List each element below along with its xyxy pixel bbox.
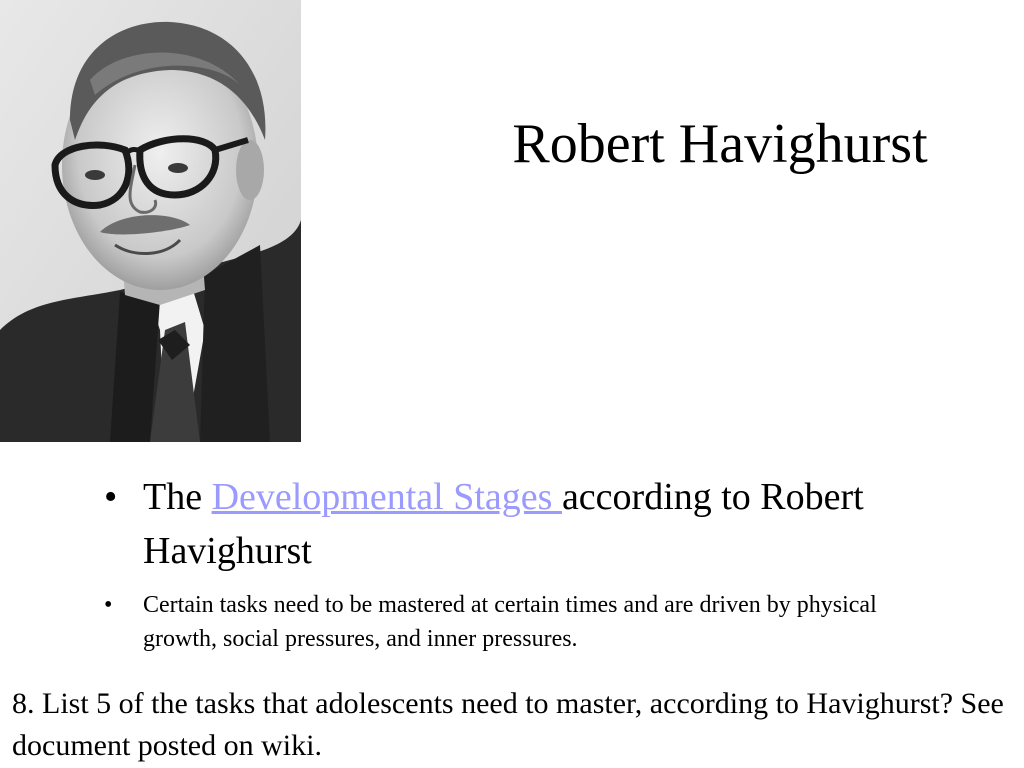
bullet-text-prefix: The: [143, 476, 212, 518]
assignment-question: 8. List 5 of the tasks that adolescents need to master, according to Havighurst? See document posted on wiki.: [12, 687, 1004, 762]
bullet-certain-tasks: [100, 588, 930, 656]
bullet-developmental-stages: [100, 470, 930, 578]
bullet-text: Certain tasks need to be mastered at certain times and are driven by physical growth, social pressures, and inner pressures.: [143, 592, 877, 652]
bullet-text-suffix: according to Robert Havighurst: [143, 476, 864, 572]
bullet-marker: •: [104, 592, 113, 618]
bullet-marker: •: [104, 476, 118, 518]
portrait-photo: [0, 0, 301, 442]
bullet-list: [100, 470, 930, 656]
developmental-stages-link[interactable]: Developmental Stages: [211, 476, 562, 518]
slide-title: Robert Havighurst: [512, 113, 928, 175]
